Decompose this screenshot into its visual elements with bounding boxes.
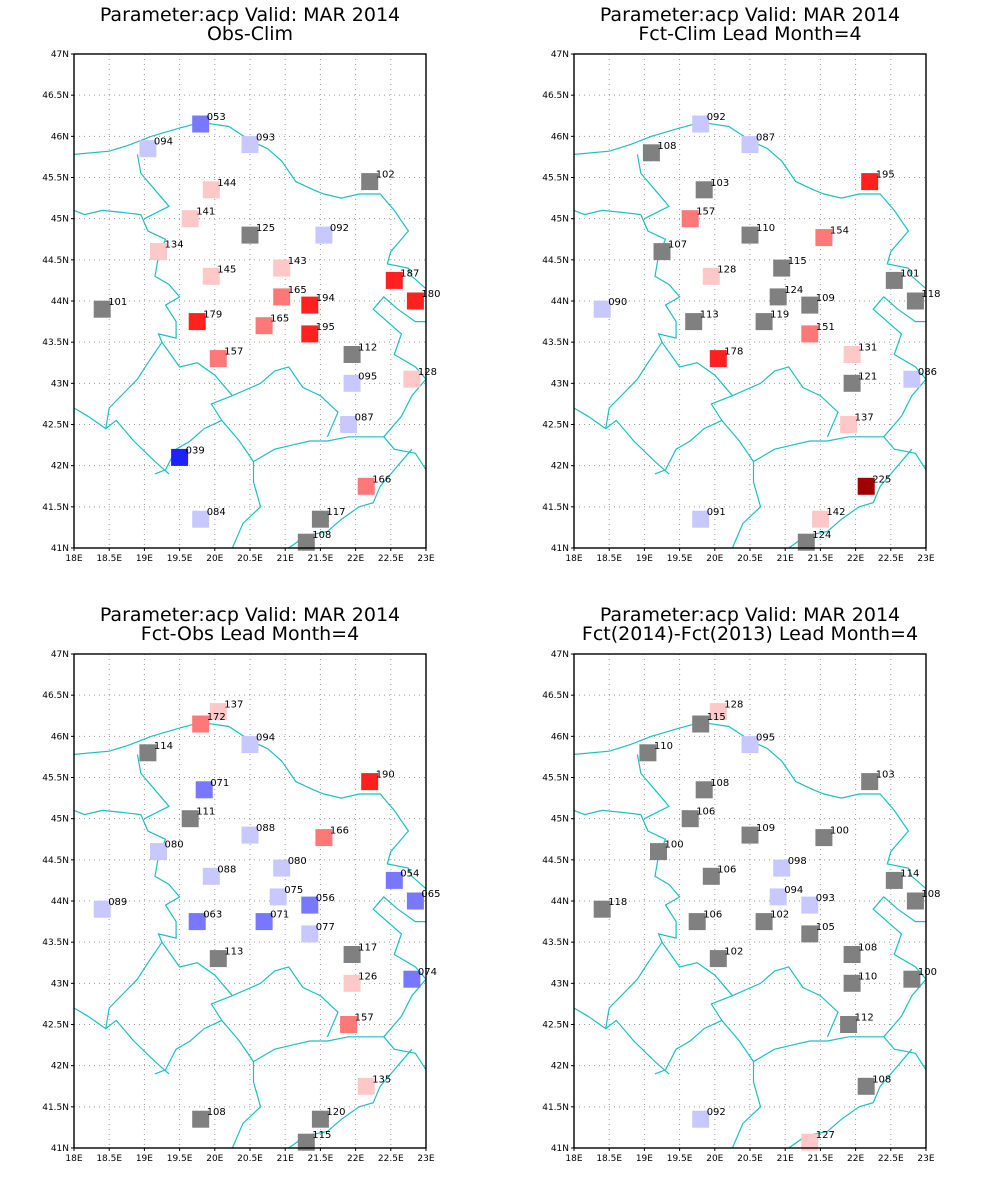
lon-tick-label: 19E	[635, 554, 653, 564]
station-value-label: 102	[375, 169, 395, 181]
panel-title-line2: Fct(2014)-Fct(2013) Lead Month=4	[581, 623, 919, 645]
lat-tick-label: 42.5N	[542, 420, 569, 431]
lat-tick-label: 42.5N	[542, 1020, 569, 1031]
station-value-label: 108	[206, 1107, 226, 1119]
lat-tick-label: 41.5N	[542, 502, 569, 513]
station-value-label: 093	[815, 893, 835, 905]
station-value-label: 117	[358, 942, 378, 954]
station-value-label: 157	[696, 206, 716, 218]
lon-tick-label: 20.5E	[737, 554, 763, 564]
station-value-label: 080	[287, 856, 307, 868]
lat-tick-label: 44N	[550, 297, 569, 307]
station-value-label: 100	[917, 967, 937, 979]
lon-tick-label: 22.5E	[877, 554, 904, 564]
lat-tick-label: 42.5N	[42, 420, 69, 431]
lon-tick-label: 21E	[276, 1154, 294, 1164]
station-map	[0, 600, 500, 1200]
lon-tick-label: 21.5E	[807, 554, 834, 564]
station-value-label: 098	[787, 856, 807, 868]
lat-tick-label: 43.5N	[542, 938, 569, 949]
lat-tick-label: 41N	[550, 1144, 569, 1154]
station-value-label: 178	[724, 346, 744, 358]
lon-tick-label: 21E	[776, 554, 794, 564]
lat-tick-label: 46.5N	[42, 691, 69, 702]
lon-tick-label: 18E	[565, 554, 583, 564]
lon-tick-label: 18.5E	[596, 1154, 623, 1164]
station-value-label: 109	[815, 293, 835, 305]
station-value-label: 101	[900, 268, 920, 280]
station-value-label: 124	[812, 530, 832, 542]
station-value-label: 172	[206, 712, 226, 723]
lat-tick-label: 42N	[550, 1061, 569, 1072]
lat-tick-label: 46.5N	[542, 91, 569, 102]
lat-tick-label: 41N	[50, 1144, 69, 1154]
station-value-label: 145	[217, 264, 237, 276]
station-value-label: 077	[315, 921, 335, 933]
station-value-label: 111	[196, 806, 216, 818]
panel-title-line2: Fct-Obs Lead Month=4	[140, 623, 360, 645]
station-value-label: 106	[717, 864, 737, 876]
station-value-label: 109	[756, 823, 776, 835]
lon-tick-label: 19E	[635, 1154, 653, 1164]
station-value-label: 157	[224, 346, 244, 358]
lat-tick-label: 45N	[50, 214, 69, 225]
station-value-label: 165	[270, 313, 290, 325]
lat-tick-label: 44.5N	[42, 855, 69, 866]
lat-tick-label: 45N	[50, 814, 69, 825]
lat-tick-label: 45.5N	[42, 773, 69, 784]
panel-title-line1: Parameter:acp Valid: MAR 2014	[99, 604, 401, 626]
lat-tick-label: 46N	[550, 732, 569, 743]
lon-tick-label: 22E	[847, 1154, 865, 1164]
station-value-label: 080	[164, 839, 184, 851]
station-value-label: 094	[256, 732, 276, 744]
station-value-label: 144	[217, 177, 237, 189]
station-value-label: 108	[312, 530, 332, 542]
station-value-label: 106	[696, 806, 716, 818]
panel-title-line2: Fct-Clim Lead Month=4	[638, 23, 862, 45]
station-value-label: 128	[417, 367, 437, 379]
lon-tick-label: 18.5E	[596, 554, 623, 564]
station-value-label: 137	[224, 699, 244, 711]
station-value-label: 131	[858, 342, 878, 354]
lat-tick-label: 41.5N	[542, 1102, 569, 1113]
lon-tick-label: 18.5E	[96, 554, 123, 564]
panel-title-line2: Obs-Clim	[206, 23, 294, 45]
lon-tick-label: 19.5E	[166, 1154, 193, 1164]
lon-tick-label: 23E	[417, 554, 435, 564]
lon-tick-label: 19.5E	[666, 1154, 693, 1164]
station-value-label: 110	[653, 740, 673, 752]
panel-fct-clim	[500, 0, 1000, 600]
lat-tick-label: 41N	[50, 544, 69, 554]
station-value-label: 088	[256, 823, 276, 835]
lon-tick-label: 20.5E	[737, 1154, 763, 1164]
station-value-label: 088	[217, 864, 237, 876]
station-value-label: 112	[854, 1012, 874, 1024]
station-value-label: 142	[826, 507, 846, 519]
lat-tick-label: 45N	[550, 214, 569, 225]
station-value-label: 095	[756, 732, 776, 744]
station-value-label: 087	[354, 412, 374, 424]
station-value-label: 114	[900, 868, 920, 880]
station-value-label: 127	[815, 1130, 835, 1142]
station-value-label: 135	[372, 1074, 392, 1086]
lat-tick-label: 43N	[550, 379, 569, 390]
lon-tick-label: 20.5E	[237, 554, 263, 564]
lat-tick-label: 43N	[550, 979, 569, 990]
station-value-label: 166	[329, 825, 349, 837]
station-value-label: 112	[358, 342, 378, 354]
station-value-label: 092	[329, 223, 349, 235]
station-value-label: 075	[284, 884, 304, 896]
station-value-label: 063	[203, 909, 223, 921]
station-value-label: 095	[358, 371, 378, 383]
station-value-label: 090	[608, 297, 628, 309]
station-value-label: 124	[784, 284, 804, 296]
station-value-label: 065	[421, 889, 441, 900]
station-value-label: 125	[256, 223, 276, 235]
station-value-label: 120	[326, 1107, 346, 1119]
lat-tick-label: 45.5N	[42, 173, 69, 184]
panel-fct-obs	[0, 600, 500, 1200]
lon-tick-label: 23E	[417, 1154, 435, 1164]
lon-tick-label: 22E	[347, 1154, 365, 1164]
lat-tick-label: 42N	[550, 461, 569, 472]
station-value-label: 102	[770, 909, 790, 921]
station-value-label: 100	[664, 839, 684, 851]
lon-tick-label: 20E	[706, 1154, 724, 1164]
station-value-label: 071	[210, 777, 230, 789]
lat-tick-label: 43N	[50, 979, 69, 990]
lat-tick-label: 44N	[50, 297, 69, 307]
lat-tick-label: 43.5N	[542, 338, 569, 349]
lat-tick-label: 47N	[50, 50, 69, 60]
station-value-label: 091	[706, 507, 726, 519]
station-value-label: 101	[108, 297, 128, 309]
station-value-label: 102	[724, 946, 744, 958]
station-value-label: 117	[326, 507, 346, 519]
lat-tick-label: 44.5N	[542, 855, 569, 866]
station-value-label: 137	[854, 412, 874, 424]
station-value-label: 115	[787, 256, 807, 268]
station-value-label: 151	[815, 321, 835, 333]
station-value-label: 126	[358, 971, 378, 983]
lon-tick-label: 22E	[847, 554, 865, 564]
station-value-label: 166	[372, 474, 392, 486]
lon-tick-label: 23E	[917, 1154, 935, 1164]
station-value-label: 194	[315, 293, 335, 305]
station-value-label: 113	[699, 309, 719, 321]
lon-tick-label: 21E	[276, 554, 294, 564]
lon-tick-label: 18.5E	[96, 1154, 123, 1164]
lat-tick-label: 42.5N	[42, 1020, 69, 1031]
station-value-label: 121	[858, 371, 878, 383]
station-value-label: 108	[710, 777, 730, 789]
panel-fct-diff	[500, 600, 1000, 1200]
station-value-label: 084	[206, 507, 226, 519]
lat-tick-label: 41.5N	[42, 1102, 69, 1113]
lon-tick-label: 20E	[206, 1154, 224, 1164]
station-value-label: 108	[657, 140, 677, 152]
panel-title-line1: Parameter:acp Valid: MAR 2014	[99, 4, 401, 26]
station-value-label: 106	[703, 909, 723, 921]
station-value-label: 180	[421, 289, 441, 300]
station-value-label: 094	[784, 884, 804, 896]
lat-tick-label: 46N	[550, 132, 569, 143]
station-value-label: 134	[164, 239, 184, 251]
lat-tick-label: 47N	[50, 650, 69, 660]
station-value-label: 094	[153, 136, 173, 148]
lat-tick-label: 44N	[550, 897, 569, 907]
station-value-label: 179	[203, 309, 223, 321]
lon-tick-label: 22E	[347, 554, 365, 564]
station-value-label: 103	[710, 177, 730, 189]
station-map	[500, 600, 1000, 1200]
station-value-label: 087	[756, 132, 776, 144]
station-value-label: 107	[668, 239, 688, 251]
lat-tick-label: 47N	[550, 650, 569, 660]
panel-title-line1: Parameter:acp Valid: MAR 2014	[599, 604, 901, 626]
station-value-label: 108	[921, 889, 941, 900]
lon-tick-label: 22.5E	[377, 554, 404, 564]
lat-tick-label: 42N	[50, 1061, 69, 1072]
station-value-label: 115	[312, 1130, 332, 1142]
lat-tick-label: 46.5N	[42, 91, 69, 102]
lat-tick-label: 45.5N	[542, 773, 569, 784]
station-value-label: 187	[400, 268, 420, 280]
station-value-label: 157	[354, 1012, 374, 1024]
lon-tick-label: 21.5E	[307, 1154, 334, 1164]
station-value-label: 113	[224, 946, 244, 958]
station-value-label: 092	[706, 1107, 726, 1119]
station-value-label: 119	[770, 309, 790, 321]
lat-tick-label: 42N	[50, 461, 69, 472]
lon-tick-label: 20E	[206, 554, 224, 564]
station-value-label: 128	[717, 264, 737, 276]
lat-tick-label: 46N	[50, 732, 69, 743]
lat-tick-label: 45N	[550, 814, 569, 825]
lon-tick-label: 19.5E	[166, 554, 193, 564]
lon-tick-label: 23E	[917, 554, 935, 564]
station-value-label: 074	[417, 967, 437, 979]
station-value-label: 039	[185, 445, 205, 457]
lon-tick-label: 20E	[706, 554, 724, 564]
lon-tick-label: 21.5E	[807, 1154, 834, 1164]
station-value-label: 165	[287, 284, 307, 296]
station-value-label: 195	[875, 169, 895, 181]
lat-tick-label: 43.5N	[42, 338, 69, 349]
station-value-label: 092	[706, 112, 726, 123]
lon-tick-label: 19E	[135, 1154, 153, 1164]
station-value-label: 195	[315, 321, 335, 333]
lat-tick-label: 46.5N	[542, 691, 569, 702]
lat-tick-label: 43.5N	[42, 938, 69, 949]
station-value-label: 105	[815, 921, 835, 933]
station-value-label: 225	[872, 474, 892, 486]
station-value-label: 089	[108, 897, 128, 909]
lon-tick-label: 19E	[135, 554, 153, 564]
lon-tick-label: 22.5E	[377, 1154, 404, 1164]
lat-tick-label: 45.5N	[542, 173, 569, 184]
station-value-label: 100	[829, 825, 849, 837]
station-value-label: 053	[206, 112, 226, 123]
station-value-label: 071	[270, 909, 290, 921]
lon-tick-label: 19.5E	[666, 554, 693, 564]
lon-tick-label: 18E	[565, 1154, 583, 1164]
lat-tick-label: 44N	[50, 897, 69, 907]
station-map	[0, 0, 500, 600]
station-value-label: 110	[858, 971, 878, 983]
lat-tick-label: 44.5N	[42, 255, 69, 266]
station-value-label: 118	[608, 897, 628, 909]
lon-tick-label: 21.5E	[307, 554, 334, 564]
station-value-label: 108	[858, 942, 878, 954]
station-value-label: 115	[706, 712, 726, 723]
lon-tick-label: 20.5E	[237, 1154, 263, 1164]
station-value-label: 086	[917, 367, 937, 379]
station-map	[500, 0, 1000, 600]
panel-title-line1: Parameter:acp Valid: MAR 2014	[599, 4, 901, 26]
station-value-label: 114	[153, 740, 173, 752]
station-value-label: 118	[921, 289, 941, 300]
lon-tick-label: 21E	[776, 1154, 794, 1164]
lon-tick-label: 18E	[65, 554, 83, 564]
station-value-label: 143	[287, 256, 307, 268]
lat-tick-label: 41N	[550, 544, 569, 554]
lat-tick-label: 47N	[550, 50, 569, 60]
station-value-label: 103	[875, 769, 895, 781]
station-value-label: 054	[400, 868, 420, 880]
station-value-label: 110	[756, 223, 776, 235]
lat-tick-label: 44.5N	[542, 255, 569, 266]
station-value-label: 141	[196, 206, 216, 218]
lat-tick-label: 46N	[50, 132, 69, 143]
station-value-label: 154	[829, 225, 849, 237]
lat-tick-label: 41.5N	[42, 502, 69, 513]
station-value-label: 190	[375, 769, 395, 781]
station-value-label: 108	[872, 1074, 892, 1086]
panel-obs-clim	[0, 0, 500, 600]
station-value-label: 093	[256, 132, 276, 144]
lon-tick-label: 22.5E	[877, 1154, 904, 1164]
station-value-label: 056	[315, 893, 335, 905]
lon-tick-label: 18E	[65, 1154, 83, 1164]
lat-tick-label: 43N	[50, 379, 69, 390]
station-value-label: 128	[724, 699, 744, 711]
